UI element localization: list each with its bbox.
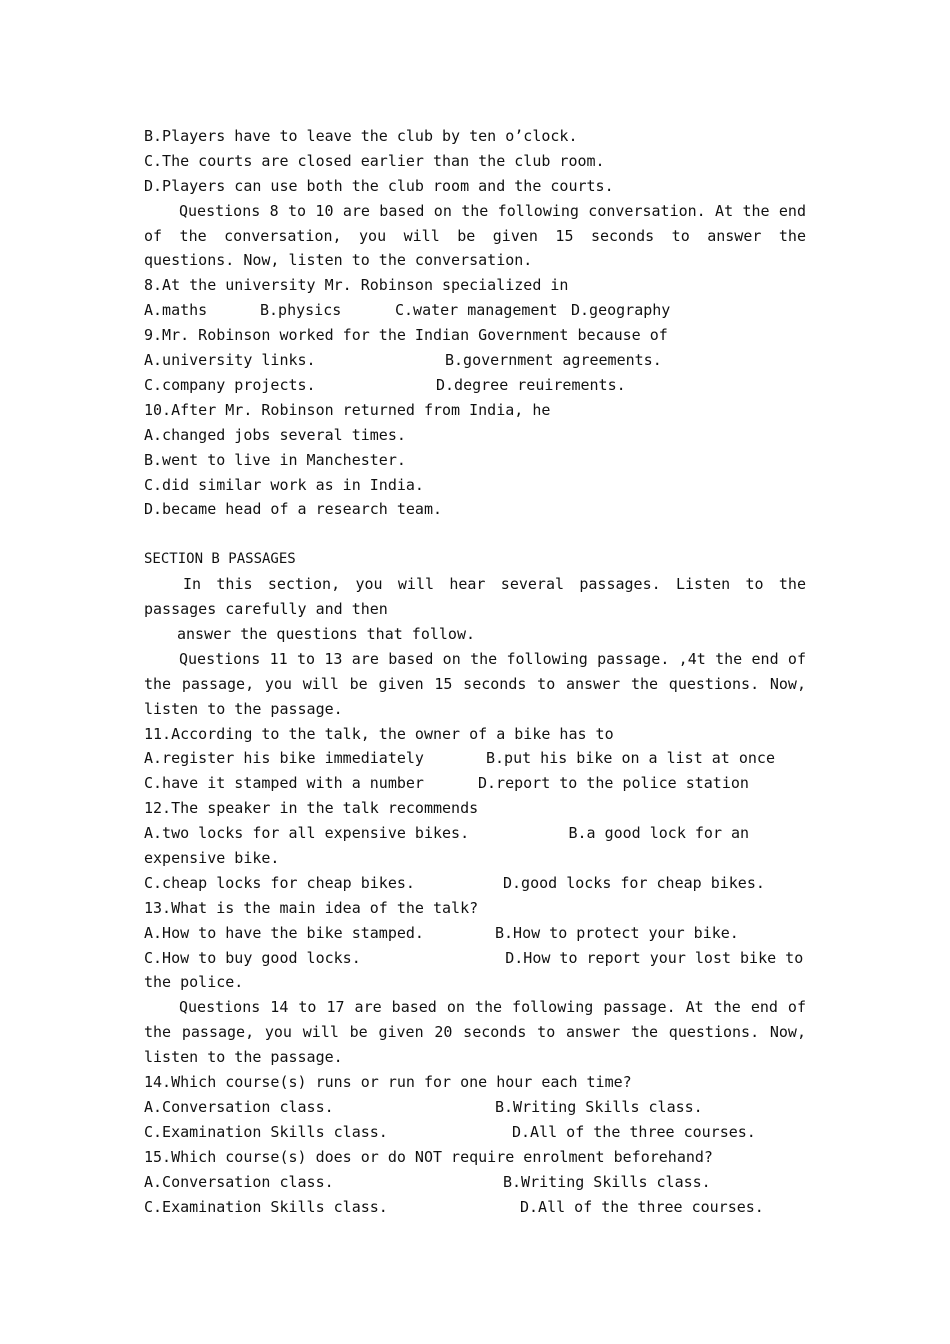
option-c: C.cheap locks for cheap bikes. (144, 873, 415, 892)
question-14-options-cd (144, 1120, 806, 1145)
questions-8-10-intro: Questions 8 to 10 are based on the following conversation. At the end of the conversation, you will be given 15 seconds to answer the questions. Now, listen to the conversation. (144, 201, 806, 270)
section-b-intro: In this section, you will hear several passages. Listen to the passages carefully and then (144, 575, 806, 618)
question-13-options-ab (144, 921, 806, 946)
questions-11-13-intro: Questions 11 to 13 are based on the following passage. ,4t the end of the passage, you will be given 15 seconds to answer the questions. Now, listen to the passage. (144, 649, 806, 718)
question-8-options (144, 298, 806, 323)
document-page (144, 124, 813, 1219)
option-line: B.Players have to leave the club by ten o’clock. (144, 127, 578, 145)
option-a: A.Conversation class. (144, 1172, 334, 1191)
question-9-stem: 9.Mr. Robinson worked for the Indian Government because of (144, 326, 668, 345)
question-8-stem: 8.At the university Mr. Robinson specialized in (144, 276, 569, 295)
option-d: D.degree reuirements. (436, 375, 626, 394)
option-b: B.How to protect your bike. (495, 923, 739, 942)
option-b: B.went to live in Manchester. (144, 450, 406, 469)
question-15-options-cd (144, 1195, 806, 1220)
option-c: C.company projects. (144, 375, 316, 394)
question-11-options-cd (144, 771, 806, 796)
question-12-options-ab: A.two locks for all expensive bikes. B.a good lock for an expensive bike. (144, 824, 759, 867)
option-a: A.Conversation class. (144, 1097, 334, 1116)
option-d: D.report to the police station (478, 774, 749, 793)
option-c: C.did similar work as in India. (144, 475, 424, 494)
questions-14-17-intro: Questions 14 to 17 are based on the following passage. At the end of the passage, you will be given 20 seconds to answer the questions. Now, listen to the passage. (144, 998, 806, 1067)
option-c: C.Examination Skills class. (144, 1122, 388, 1141)
question-14-options-ab (144, 1095, 806, 1120)
option-b: B.physics (260, 301, 342, 320)
question-13-stem: 13.What is the main idea of the talk? (144, 898, 479, 917)
option-d: D.geography (571, 301, 671, 320)
option-d: D.All of the three courses. (512, 1122, 756, 1141)
option-c: C.Examination Skills class. (144, 1197, 388, 1216)
spacer (144, 522, 806, 547)
option-b: B.government agreements. (445, 351, 662, 370)
option-a: A.How to have the bike stamped. (144, 923, 424, 942)
section-b-heading: SECTION B PASSAGES (144, 551, 296, 568)
option-a: A.changed jobs several times. (144, 425, 406, 444)
option-d: D.All of the three courses. (520, 1197, 764, 1216)
option-d: D.good locks for cheap bikes. (503, 873, 765, 892)
option-b: B.Writing Skills class. (503, 1172, 711, 1191)
option-a: A.university links. (144, 351, 316, 370)
section-b-intro-cont: answer the questions that follow. (177, 624, 476, 643)
option-c: C.have it stamped with a number (144, 774, 424, 793)
option-c: C.water management (395, 301, 558, 320)
question-12-stem: 12.The speaker in the talk recommends (144, 799, 479, 818)
question-15-stem: 15.Which course(s) does or do NOT require enrolment beforehand? (144, 1147, 713, 1166)
option-b: B.Writing Skills class. (495, 1097, 703, 1116)
option-b: B.put his bike on a list at once (486, 749, 775, 768)
option-line: D.Players can use both the club room and the courts. (144, 176, 614, 195)
question-10-stem: 10.After Mr. Robinson returned from India, he (144, 400, 551, 419)
question-12-options-cd (144, 871, 806, 896)
option-a: A.register his bike immediately (144, 749, 424, 768)
option-d: D.became head of a research team. (144, 500, 443, 519)
question-14-stem: 14.Which course(s) runs or run for one hour each time? (144, 1073, 632, 1092)
option-a: A.maths (144, 301, 208, 320)
option-line: C.The courts are closed earlier than the club room. (144, 151, 605, 170)
question-15-options-ab (144, 1170, 806, 1195)
question-9-options-cd (144, 373, 806, 398)
question-11-options-ab (144, 746, 806, 771)
question-13-options-cd: C.How to buy good locks. D.How to report your lost bike to the police. (144, 948, 813, 992)
question-11-stem: 11.According to the talk, the owner of a bike has to (144, 724, 614, 743)
question-9-options-ab (144, 348, 806, 373)
